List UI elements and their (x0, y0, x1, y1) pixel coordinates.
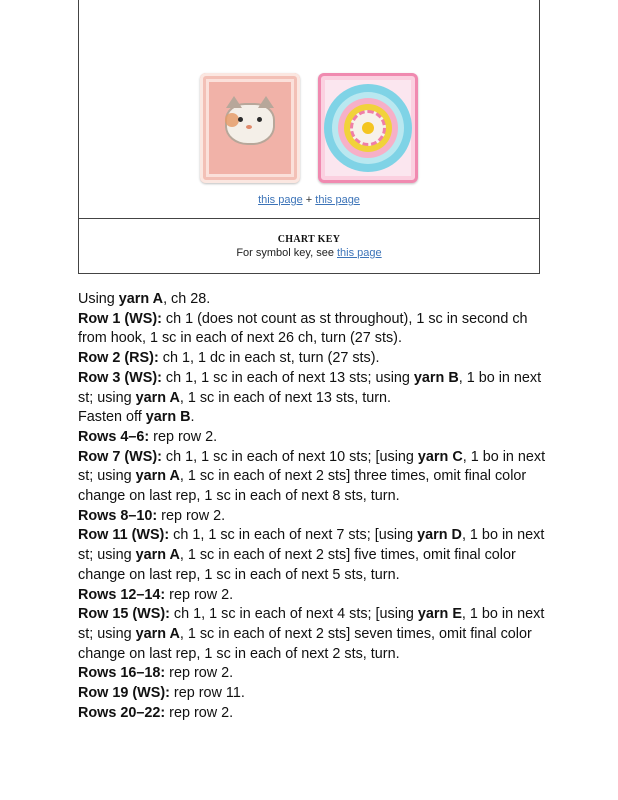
row-15: Row 15 (WS): ch 1, 1 sc in each of next 4 sts; [using yarn E, 1 bo in next st; using yarn A, 1 sc in each of next 2 sts] seven times, omit final color change on last rep, 1 sc in each of next 2 sts, turn. (78, 606, 545, 662)
row-label: Row 2 (RS): (78, 350, 159, 367)
row-label: Rows 16–18: (78, 665, 166, 682)
row-11: Row 11 (WS): ch 1, 1 sc in each of next 7 sts; [using yarn D, 1 bo in next st; using yarn A, 1 sc in each of next 2 sts] five times, omit final color change on last rep, 1 sc in each of next 5 sts, turn. (78, 527, 545, 583)
fasten-off: Fasten off yarn B. (78, 409, 195, 426)
yarn-label: yarn A (118, 291, 164, 307)
row-19: Row 19 (WS): rep row 11. (78, 685, 245, 702)
row-7: Row 7 (WS): ch 1, 1 sc in each of next 10 sts; [using yarn C, 1 bo in next st; using yarn A, 1 sc in each of next 2 sts] three times, omit final color change on last rep, 1 sc in each of next 8 sts, turn. (78, 448, 546, 505)
plus-sign: + (305, 194, 313, 206)
this-page-link-left[interactable]: this page (258, 194, 303, 206)
row-label: Rows 8–10: (78, 507, 158, 524)
pattern-instructions (78, 290, 558, 723)
intro-line: Using yarn A, ch 28. (78, 291, 211, 307)
chart-key-title: CHART KEY (277, 234, 341, 245)
row-label: Row 11 (WS): (78, 527, 170, 544)
row-label: Row 19 (WS): (78, 685, 170, 702)
row-label: Rows 20–22: (78, 704, 166, 721)
figure-links (79, 194, 539, 206)
row-label: Row 15 (WS): (78, 606, 170, 623)
divider (79, 218, 539, 219)
rows-20-22: Rows 20–22: rep row 2. (78, 704, 234, 721)
rows-16-18: Rows 16–18: rep row 2. (78, 665, 234, 682)
chart-key-prefix: For symbol key, see (236, 247, 334, 259)
row-label: Rows 4–6: (78, 428, 150, 445)
chart-key-subtitle (79, 247, 539, 259)
figure-box (78, 0, 540, 274)
row-label: Row 1 (WS): (78, 310, 162, 327)
rows-8-10: Rows 8–10: rep row 2. (78, 507, 226, 524)
kitten-face-icon (225, 103, 275, 145)
kitten-square-image (200, 73, 300, 183)
row-1: Row 1 (WS): ch 1 (does not count as st throughout), 1 sc in second ch from hook, 1 sc in each of next 26 ch, turn (27 sts). (78, 310, 528, 347)
symbol-key-link[interactable]: this page (337, 247, 382, 259)
rows-4-6: Rows 4–6: rep row 2. (78, 428, 218, 445)
this-page-link-right[interactable]: this page (315, 194, 360, 206)
row-label: Row 7 (WS): (78, 448, 162, 465)
mandala-square-image (318, 73, 418, 183)
rows-12-14: Rows 12–14: rep row 2. (78, 586, 234, 603)
row-label: Row 3 (WS): (78, 369, 162, 386)
row-3: Row 3 (WS): ch 1, 1 sc in each of next 13 sts; using yarn B, 1 bo in next st; using yarn A, 1 sc in each of next 13 sts, turn. (78, 369, 542, 406)
row-2: Row 2 (RS): ch 1, 1 dc in each st, turn (27 sts). (78, 350, 380, 367)
row-label: Rows 12–14: (78, 586, 166, 603)
